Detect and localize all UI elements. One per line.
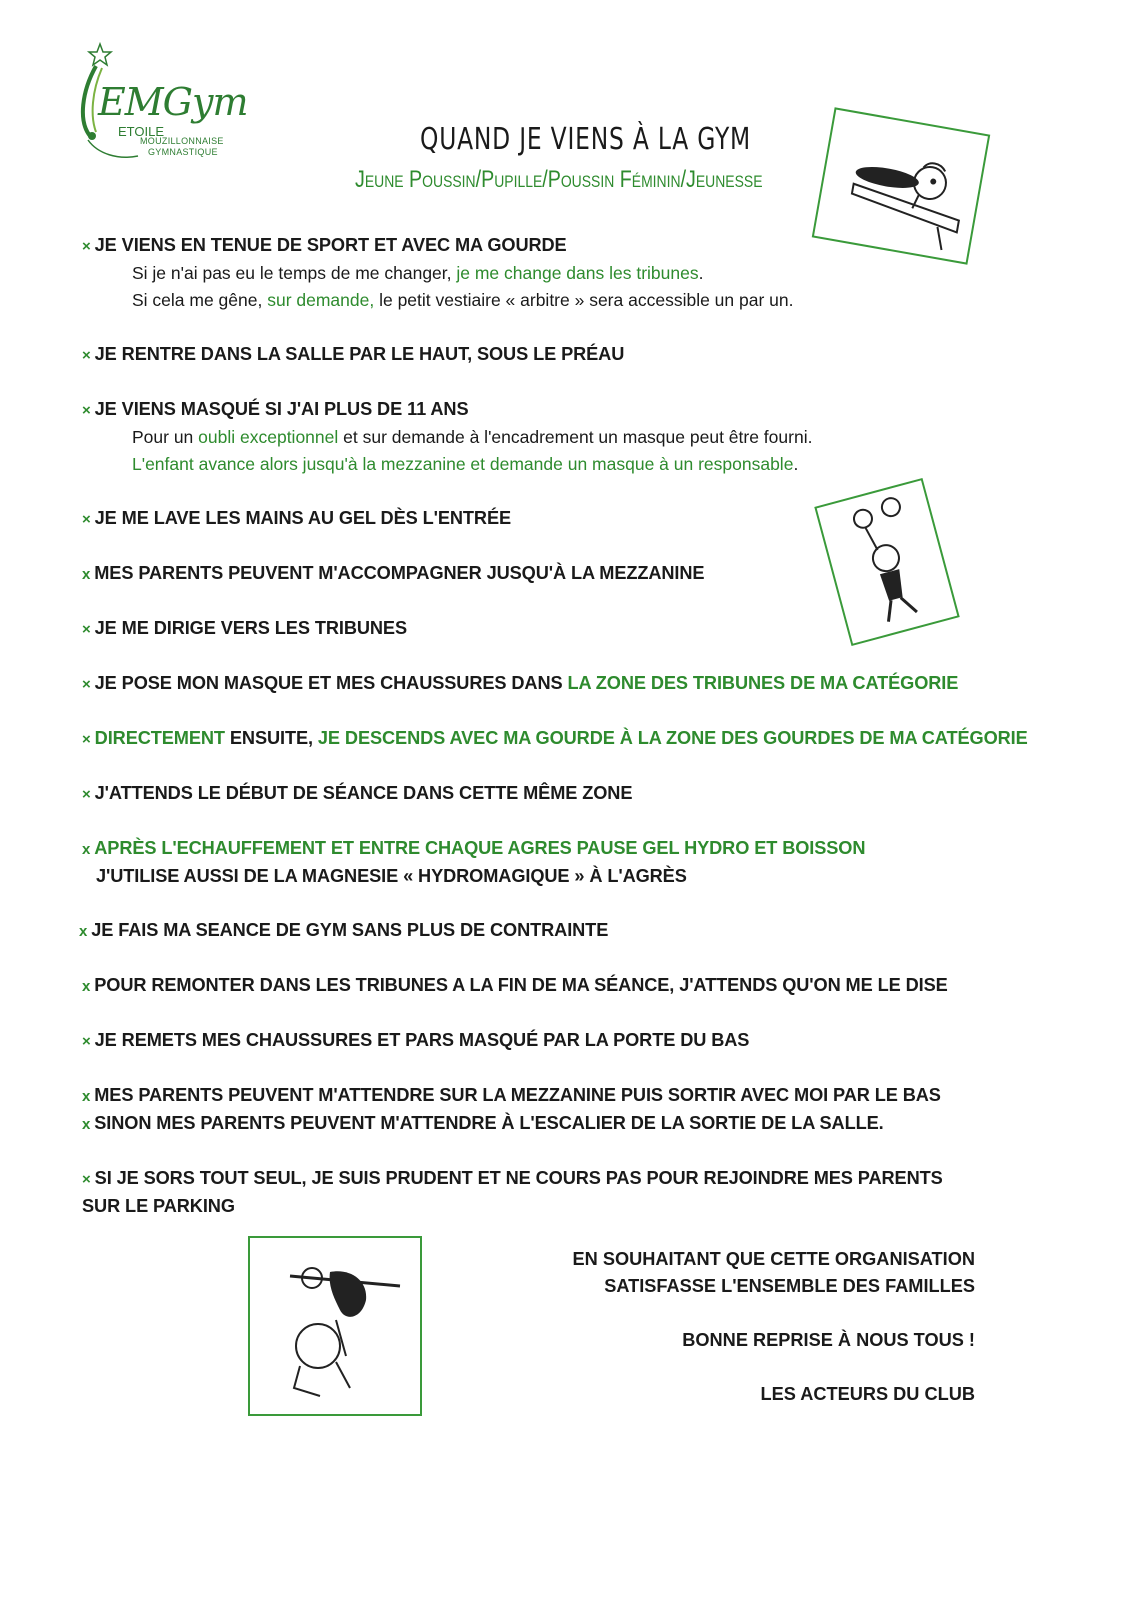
item-text: MES PARENTS PEUVENT M'ACCOMPAGNER JUSQU'À LA MEZZANINE	[94, 563, 705, 583]
list-item	[82, 1082, 1072, 1138]
item-detail: .	[698, 263, 704, 283]
item-detail: Si cela me gêne,	[132, 290, 268, 310]
list-item	[82, 505, 1072, 533]
list-item	[79, 917, 1072, 945]
item-text: J'ATTENDS LE DÉBUT DE SÉANCE DANS CETTE MÊME ZONE	[94, 783, 633, 803]
bullet-icon: x	[82, 841, 91, 858]
item-text: SINON MES PARENTS PEUVENT M'ATTENDRE À L'ESCALIER DE LA SORTIE DE LA SALLE.	[94, 1113, 884, 1133]
item-detail-highlight: L'enfant avance alors jusqu'à la mezzanine et demande un masque à un responsable	[132, 454, 794, 474]
page-title: QUAND JE VIENS À LA GYM	[420, 122, 751, 157]
item-text-highlight: LA ZONE DES TRIBUNES DE MA CATÉGORIE	[567, 673, 959, 693]
list-item	[82, 835, 1072, 890]
bullet-icon: ×	[82, 238, 91, 255]
item-text: JE RENTRE DANS LA SALLE PAR LE HAUT, SOUS LE PRÉAU	[94, 344, 625, 364]
bullet-icon: ×	[82, 676, 91, 693]
closing-line: BONNE REPRISE À NOUS TOUS !	[682, 1330, 975, 1350]
item-text: ENSUITE	[224, 728, 309, 748]
item-detail: .	[793, 454, 799, 474]
bullet-icon: x	[79, 923, 88, 940]
list-item	[82, 670, 1072, 698]
closing-line: EN SOUHAITANT QUE CETTE ORGANISATION	[572, 1249, 975, 1269]
logo-line-2: MOUZILLONNAISE	[140, 136, 224, 146]
bullet-icon: x	[82, 978, 91, 995]
item-detail: Si je n'ai pas eu le temps de me changer,	[132, 263, 457, 283]
list-item	[82, 615, 1072, 643]
list-item	[82, 780, 1072, 808]
item-text: J'UTILISE AUSSI DE LA MAGNESIE « HYDROMAGIQUE » À L'AGRÈS	[96, 866, 687, 886]
bullet-icon: x	[82, 1088, 91, 1105]
signature: LES ACTEURS DU CLUB	[760, 1384, 975, 1404]
item-text: JE ME LAVE LES MAINS AU GEL DÈS L'ENTRÉE	[94, 508, 512, 528]
bullet-icon: ×	[82, 786, 91, 803]
gymnast-bar-icon	[250, 1238, 420, 1414]
item-text: MES PARENTS PEUVENT M'ATTENDRE SUR LA MEZZANINE PUIS SORTIR AVEC MOI PAR LE BAS	[94, 1085, 941, 1105]
bullet-icon: ×	[82, 511, 91, 528]
list-item	[82, 972, 1072, 1000]
illustration-bar	[248, 1236, 422, 1416]
logo-brand: EMGym	[98, 80, 248, 124]
item-detail: le petit vestiaire « arbitre » sera accessible un par un.	[374, 290, 794, 310]
list-item	[82, 396, 1072, 478]
item-text-highlight: APRÈS L'ECHAUFFEMENT ET ENTRE CHAQUE AGRES PAUSE GEL HYDRO ET BOISSON	[94, 838, 866, 858]
bullet-icon: x	[82, 566, 91, 583]
bullet-icon: ×	[82, 731, 91, 748]
list-item	[82, 1027, 1072, 1055]
logo-line-3: GYMNASTIQUE	[148, 147, 218, 157]
logo-line-1: ETOILE	[118, 124, 165, 139]
item-text: JE ME DIRIGE VERS LES TRIBUNES	[94, 618, 407, 638]
rules-list	[79, 232, 1072, 1220]
bullet-icon: ×	[82, 402, 91, 419]
list-item	[82, 725, 1072, 753]
list-item	[82, 232, 1072, 314]
bullet-icon: ×	[82, 1033, 91, 1050]
item-detail-highlight: je me change dans les tribunes	[456, 263, 699, 283]
list-item	[82, 1165, 1072, 1220]
list-item	[82, 341, 1072, 369]
item-detail: Pour un	[132, 427, 199, 447]
item-text: JE FAIS MA SEANCE DE GYM SANS PLUS DE CONTRAINTE	[91, 920, 609, 940]
club-logo	[78, 36, 248, 166]
item-detail: et sur demande à l'encadrement un masque peut être fourni.	[338, 427, 813, 447]
page-subtitle: Jeune Poussin/Pupille/Poussin Féminin/Jeunesse	[355, 166, 763, 193]
bullet-icon: ×	[82, 1171, 91, 1188]
item-text: SI JE SORS TOUT SEUL, JE SUIS PRUDENT ET NE COURS PAS POUR REJOINDRE MES PARENTS	[94, 1168, 943, 1188]
item-text: POUR REMONTER DANS LES TRIBUNES A LA FIN DE MA SÉANCE, J'ATTENDS QU'ON ME LE DISE	[94, 975, 948, 995]
item-text: SUR LE PARKING	[82, 1196, 235, 1216]
item-text: ,	[308, 728, 318, 748]
item-text-highlight: JE DESCENDS AVEC MA GOURDE À LA ZONE DES GOURDES DE MA CATÉGORIE	[317, 728, 1028, 748]
item-detail-highlight: sur demande,	[267, 290, 375, 310]
item-text: JE VIENS MASQUÉ SI J'AI PLUS DE 11 ANS	[94, 399, 469, 419]
closing-message	[573, 1246, 976, 1408]
closing-line: SATISFASSE L'ENSEMBLE DES FAMILLES	[604, 1276, 975, 1296]
item-text: JE POSE MON MASQUE ET MES CHAUSSURES DANS	[94, 673, 568, 693]
bullet-icon: ×	[82, 621, 91, 638]
bullet-icon: ×	[82, 347, 91, 364]
list-item	[82, 560, 1072, 588]
bullet-icon: x	[82, 1116, 91, 1133]
item-text: JE VIENS EN TENUE DE SPORT ET AVEC MA GOURDE	[94, 235, 567, 255]
item-detail-highlight: oubli exceptionnel	[198, 427, 339, 447]
item-text-highlight: DIRECTEMENT	[94, 728, 225, 748]
item-text: JE REMETS MES CHAUSSURES ET PARS MASQUÉ PAR LA PORTE DU BAS	[94, 1030, 750, 1050]
